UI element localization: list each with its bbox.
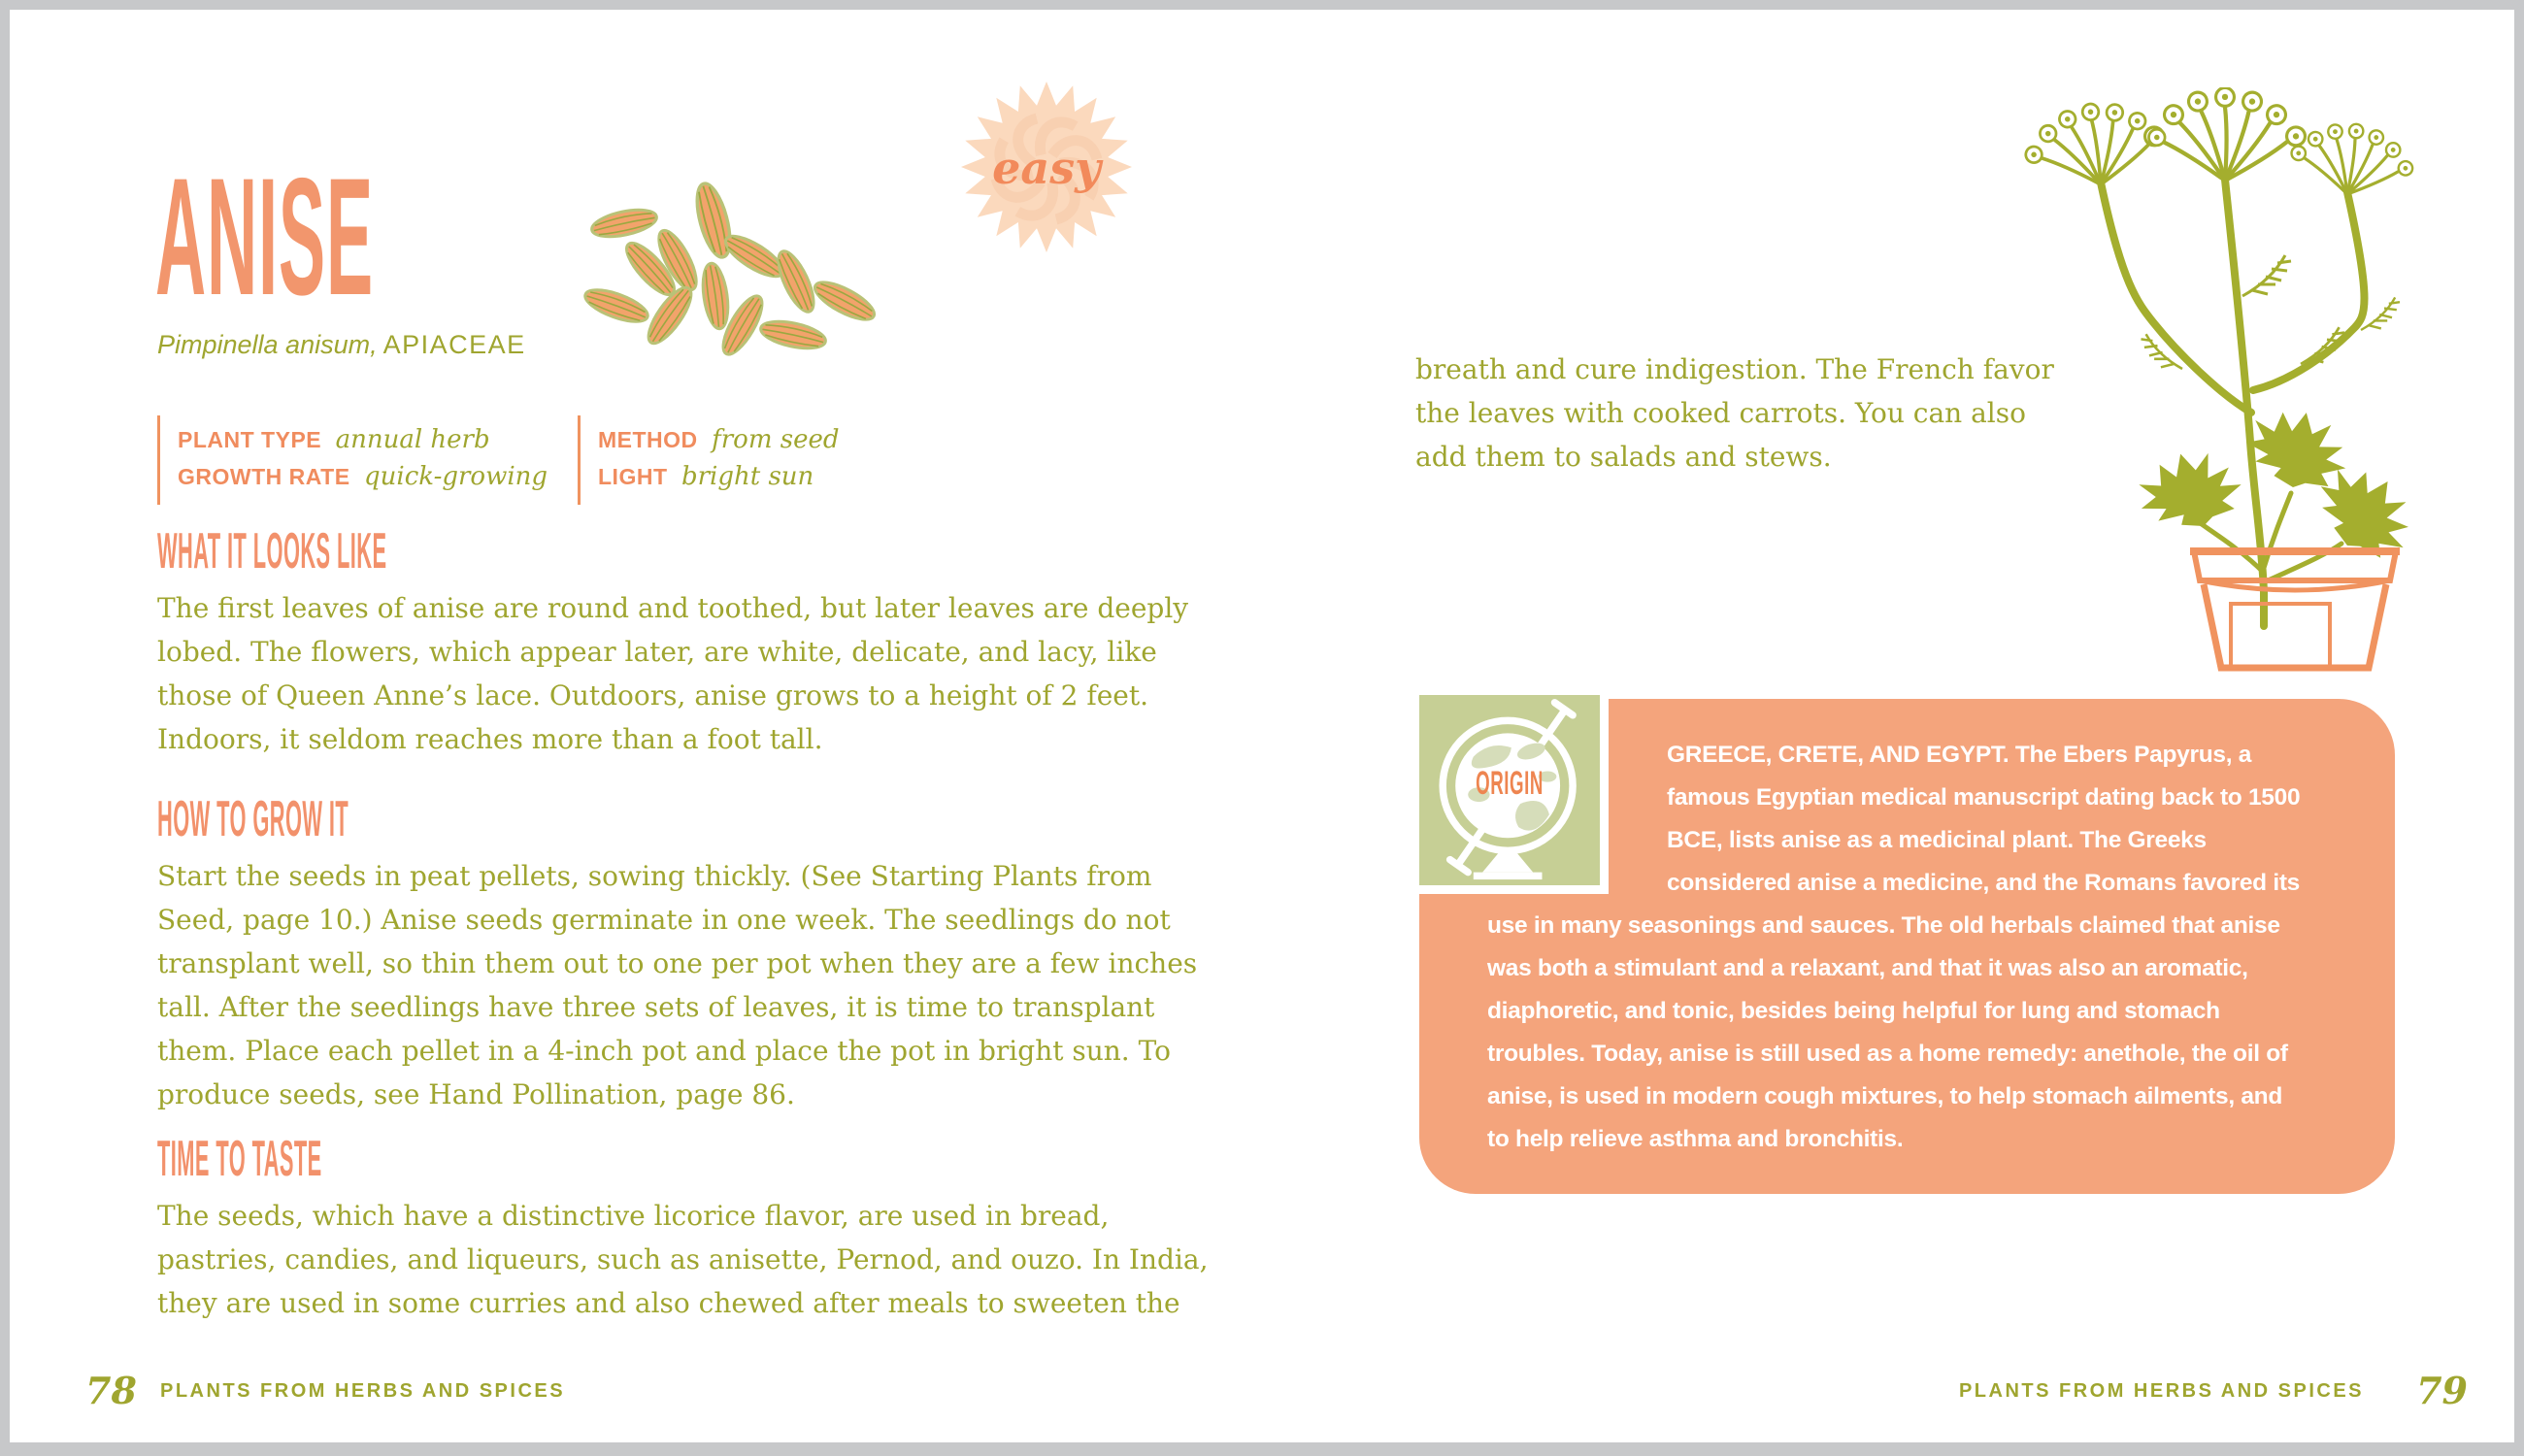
continuation-paragraph: breath and cure indigestion. The French favor the leaves with cooked carrots. You can also add them to salads and stews.: [1415, 353, 2054, 473]
page-title: ANISE: [155, 144, 374, 330]
fact-row: [598, 421, 840, 458]
difficulty-badge-label: easy: [992, 142, 1101, 194]
fact-label: LIGHT: [598, 464, 668, 489]
section-what-it-looks-like: [157, 523, 1211, 761]
fact-label: GROWTH RATE: [178, 464, 350, 489]
fact-value: quick-growing: [364, 462, 548, 491]
section-body: The first leaves of anise are round and toothed, but later leaves are deeply lobed. The flowers, which appear later, are white, delicate, and lacy, like those of Queen Anne’s lace. Outdoors, anise grows to a height of 2 feet. Indoors, it seldom reaches more than a foot tall.: [157, 592, 1189, 755]
latin-name: Pimpinella anisum,: [157, 330, 378, 359]
left-footer-label: PLANTS FROM HERBS AND SPICES: [160, 1380, 566, 1402]
section-body: Start the seeds in peat pellets, sowing thickly. (See Starting Plants from Seed, page 10.) Anise seeds germinate in one week. The seedlings do not transplant well, so thin them out to one per pot when they are a few inches tall. After the seedlings have three sets of leaves, it is time to transplant them. Place each pellet in a 4-inch pot and place the pot in bright sun. To produce seeds, see Hand Pollination, page 86.: [157, 860, 1198, 1110]
origin-lead: GREECE, CRETE, AND EGYPT.: [1667, 742, 2009, 768]
section-heading: HOW TO GROW IT: [157, 791, 349, 847]
facts-column-2: [578, 415, 840, 505]
right-footer-label: PLANTS FROM HERBS AND SPICES: [1958, 1380, 2364, 1402]
section-heading: TIME TO TASTE: [157, 1131, 322, 1187]
section-how-to-grow-it: [157, 791, 1211, 1116]
origin-icon-tile: [1419, 695, 1609, 894]
left-page-number: 78: [85, 1369, 137, 1412]
book-spread: [10, 10, 2514, 1442]
fact-row: [598, 458, 840, 495]
fact-value: annual herb: [335, 425, 490, 454]
fact-row: [178, 458, 548, 495]
anise-plant-in-pot-illustration: [2019, 87, 2485, 684]
facts-column-1: [157, 415, 548, 505]
fact-value: from seed: [712, 425, 840, 454]
origin-text: [1487, 734, 2309, 1161]
easy-starburst-badge: [959, 80, 1134, 254]
anise-seeds-illustration: [578, 175, 898, 369]
right-page-number: 79: [2416, 1369, 2468, 1412]
section-heading: WHAT IT LOOKS LIKE: [157, 523, 387, 579]
plant-family: APIACEAE: [382, 330, 526, 359]
fact-row: [178, 421, 548, 458]
fact-label: METHOD: [598, 427, 698, 452]
origin-body: The Ebers Papyrus, a famous Egyptian medical manuscript dating back to 1500 BCE, lists anise as a medicinal plant. The Greeks considered anise a medicine, and the Romans favored its use in many seasonings and sauces. The old herbals claimed that anise was both a stimulant and a relaxant, and that it was also an aromatic, diaphoretic, and tonic, besides being helpful for lung and stomach troubles. Today, anise is still used as a home remedy: anethole, the oil of anise, is used in modern cough mixtures, to help stomach ailments, and to help relieve asthma and bronchitis.: [1487, 742, 2301, 1152]
fact-label: PLANT TYPE: [178, 427, 322, 452]
section-time-to-taste: [157, 1131, 1211, 1325]
origin-icon-label: ORIGIN: [1476, 765, 1544, 802]
fact-value: bright sun: [681, 462, 814, 491]
botanical-name: [157, 330, 526, 360]
section-body: The seeds, which have a distinctive licorice flavor, are used in bread, pastries, candies, and liqueurs, such as anisette, Pernod, and ouzo. In India, they are used in some curries and also chewed after meals to sweeten the: [157, 1200, 1209, 1319]
origin-callout-box: [1419, 699, 2395, 1194]
